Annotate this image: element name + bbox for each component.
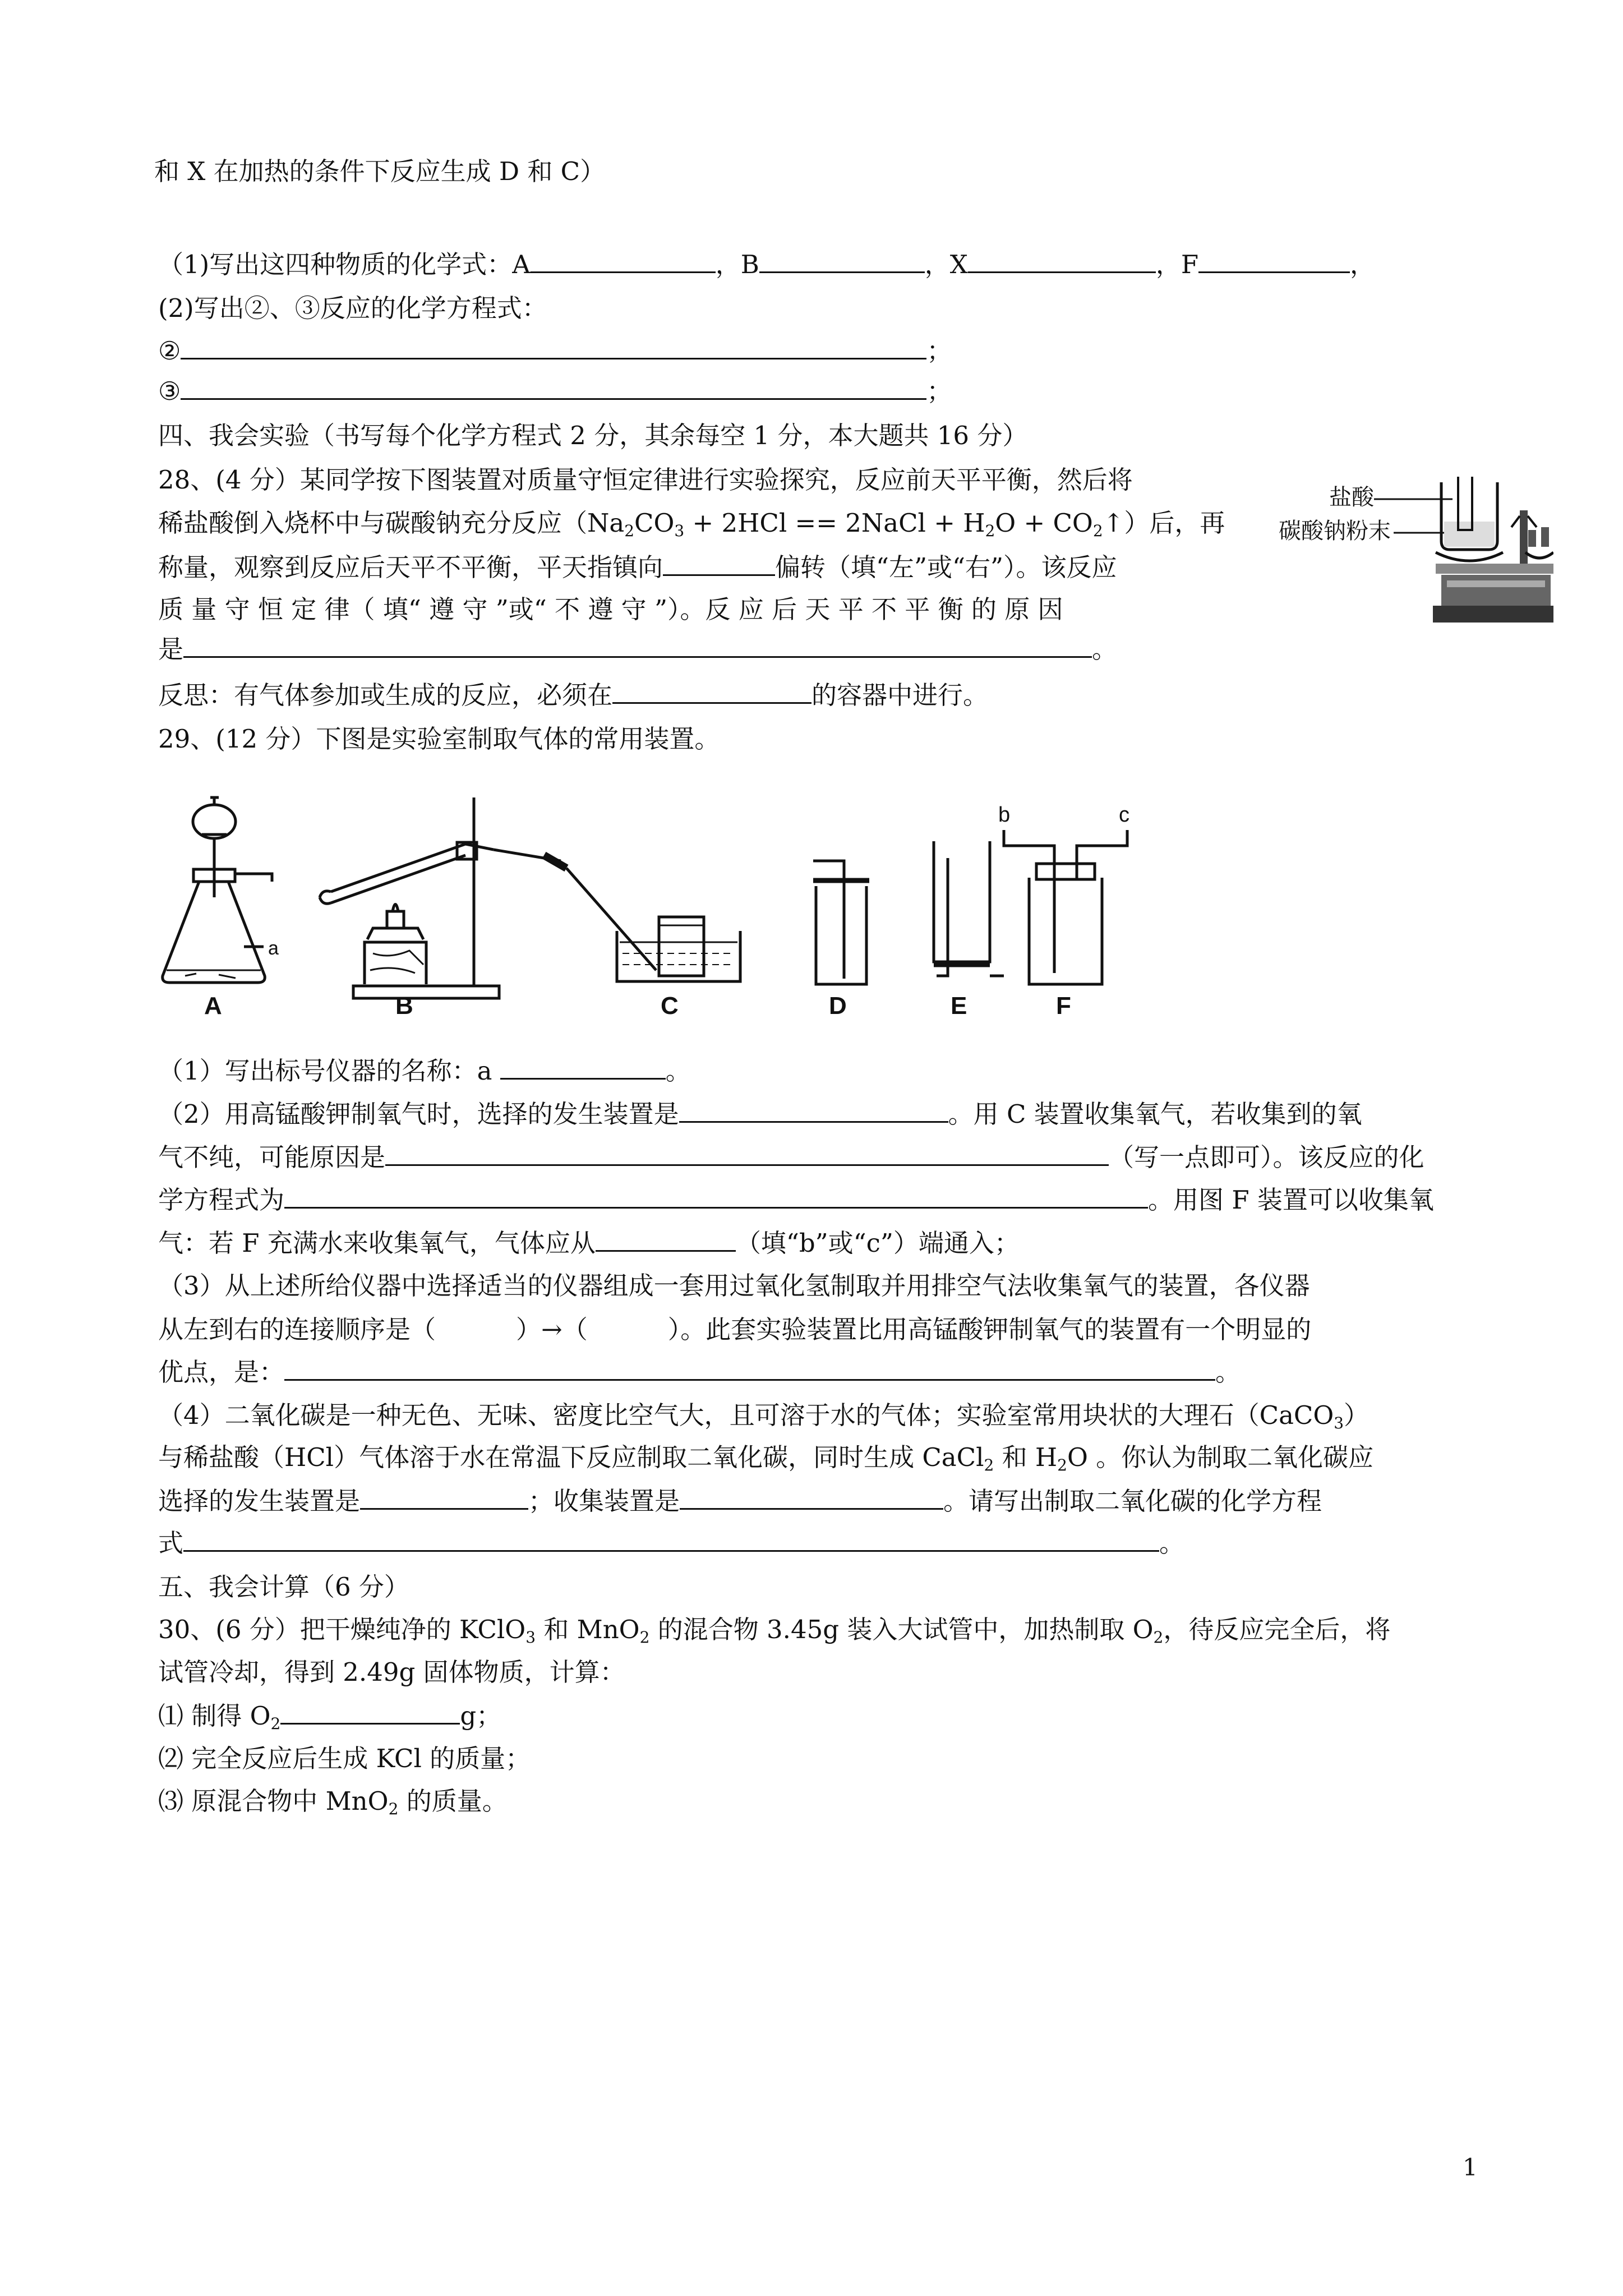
- answer-blank-advantage[interactable]: [284, 1358, 1215, 1381]
- apparatus-label-a: a: [268, 938, 279, 959]
- q29-4-line3: 选择的发生装置是 ；收集装置是 。请写出制取二氧化碳的化学方程: [158, 1486, 1322, 1516]
- apparatus-A: [163, 797, 272, 983]
- apparatus-D: [813, 861, 869, 984]
- apparatus-label-A: A: [204, 992, 222, 1020]
- q28-line4: 质 量 守 恒 定 律（ 填“ 遵 守 ”或“ 不 遵 守 ”）。反 应 后 天 平 不 平 衡 的 原 因: [158, 594, 1063, 624]
- q30-sub2: ⑵ 完全反应后生成 KCl 的质量；: [158, 1744, 531, 1773]
- apparatus-label-C: C: [661, 992, 679, 1020]
- apparatus-label-E: E: [951, 992, 967, 1020]
- answer-blank-inlet[interactable]: [596, 1229, 736, 1252]
- answer-blank-reason[interactable]: [183, 635, 1092, 658]
- apparatus-label-c: c: [1119, 803, 1129, 827]
- balance-figure: [1273, 465, 1553, 628]
- section-heading-4: 四、我会实验（书写每个化学方程式 2 分，其余每空 1 分，本大题共 16 分）: [158, 421, 1028, 450]
- apparatus-label-B: B: [395, 992, 413, 1020]
- answer-blank-kmno4-equation[interactable]: [284, 1186, 1148, 1209]
- answer-blank-o2-mass[interactable]: [280, 1702, 460, 1725]
- apparatus-figure: [151, 791, 1217, 1026]
- section-heading-5: 五、我会计算（6 分）: [158, 1572, 409, 1602]
- answer-blank-generator-kmno4[interactable]: [679, 1100, 948, 1123]
- answer-blank-x[interactable]: [968, 250, 1156, 273]
- line-eq2: ② ；: [158, 336, 952, 366]
- answer-blank-eq2[interactable]: [181, 336, 926, 359]
- q29-4-line1: （4）二氧化碳是一种无色、无味、密度比空气大，且可溶于水的气体；实验室常用块状的大理石（CaCO$_3$）: [158, 1400, 1370, 1432]
- answer-blank-impurity-reason[interactable]: [385, 1143, 1109, 1166]
- q30-sub3: ⑶ 原混合物中 MnO$_2$ 的质量。: [158, 1786, 508, 1818]
- apparatus-C: [566, 868, 740, 981]
- q28-line1: 28、(4 分）某同学按下图装置对质量守恒定律进行实验探究，反应前天平平衡，然后将: [158, 465, 1133, 495]
- answer-blank-direction[interactable]: [663, 553, 775, 576]
- line-equations-prompt: (2)写出②、③反应的化学方程式：: [158, 293, 547, 323]
- q30-sub1: ⑴ 制得 $O_2$ g；: [158, 1701, 502, 1733]
- q28-line3: 称量，观察到反应后天平不平衡，平天指镇向 偏转（填“左”或“右”）。该反应: [158, 552, 1117, 582]
- answer-blank-container[interactable]: [612, 681, 811, 704]
- apparatus-label-b: b: [998, 803, 1011, 827]
- answer-blank-eq3[interactable]: [181, 377, 926, 400]
- q29-title: 29、(12 分）下图是实验室制取气体的常用装置。: [158, 724, 720, 754]
- apparatus-B: [320, 797, 566, 998]
- q29-2-line2: 气不纯，可能原因是 （写一点即可）。该反应的化: [158, 1142, 1424, 1172]
- apparatus-E: [934, 841, 1004, 976]
- q28-line5: 是 。: [158, 634, 1118, 664]
- apparatus-F: [1004, 830, 1127, 984]
- q30-line2: 试管冷却，得到 2.49g 固体物质，计算：: [158, 1657, 625, 1687]
- q29-1: （1）写出标号仪器的名称：a 。: [158, 1056, 691, 1086]
- q28-line2: 稀盐酸倒入烧杯中与碳酸钠充分反应（$Na_2CO_3 + 2HCl$ == 2NaCl + $H_2O$ + $CO_2↑$）后，再: [158, 508, 1225, 540]
- answer-blank-co2-equation[interactable]: [183, 1529, 1159, 1552]
- q29-4-line4: 式 。: [158, 1528, 1185, 1558]
- q29-3-line2: 从左到右的连接顺序是（ ）→（ ）。此套实验装置比用高锰酸钾制氧气的装置有一个明显的: [158, 1315, 1312, 1344]
- answer-blank-f[interactable]: [1198, 250, 1350, 273]
- apparatus-label-F: F: [1056, 992, 1071, 1020]
- q28-reflection: 反思：有气体参加或生成的反应，必须在 的容器中进行。: [158, 680, 989, 710]
- balance-label-hcl: 盐酸: [1329, 485, 1374, 510]
- line-formulas: （1)写出这四种物质的化学式：A ，B ，X ，F ，: [158, 250, 1376, 279]
- q29-2-line1: （2）用高锰酸钾制氧气时，选择的发生装置是 。用 C 装置收集氧气，若收集到的氧: [158, 1099, 1362, 1129]
- q29-3-line1: （3）从上述所给仪器中选择适当的仪器组成一套用过氧化氢制取并用排空气法收集氧气的装置，各仪器: [158, 1271, 1310, 1301]
- q29-2-line3: 学方程式为 。用图 F 装置可以收集氧: [158, 1185, 1434, 1215]
- line-1: 和 X 在加热的条件下反应生成 D 和 C）: [154, 156, 606, 186]
- q29-2-line4: 气：若 F 充满水来收集氧气，气体应从 （填“b”或“c”）端通入；: [158, 1228, 1020, 1258]
- answer-blank-b[interactable]: [759, 250, 925, 273]
- q29-3-line3: 优点，是： 。: [158, 1357, 1241, 1387]
- balance-label-na2co3: 碳酸钠粉末: [1279, 519, 1391, 543]
- q30-line1: 30、(6 分）把干燥纯净的 KClO$_3$ 和 MnO$_2$ 的混合物 3.45g 装入大试管中，加热制取 $O_2$，待反应完全后，将: [158, 1615, 1391, 1647]
- answer-blank-instrument-a[interactable]: [500, 1057, 666, 1080]
- apparatus-label-D: D: [829, 992, 847, 1020]
- line-eq3: ③ ；: [158, 376, 952, 406]
- answer-blank-a[interactable]: [531, 250, 716, 273]
- page-number: 1: [1463, 2154, 1478, 2181]
- answer-blank-co2-collector[interactable]: [680, 1487, 943, 1510]
- answer-blank-co2-generator[interactable]: [360, 1487, 528, 1510]
- q29-4-line2: 与稀盐酸（HCl）气体溶于水在常温下反应制取二氧化碳，同时生成 CaCl$_2$ 和 $H_2O$ 。你认为制取二氧化碳应: [158, 1442, 1374, 1474]
